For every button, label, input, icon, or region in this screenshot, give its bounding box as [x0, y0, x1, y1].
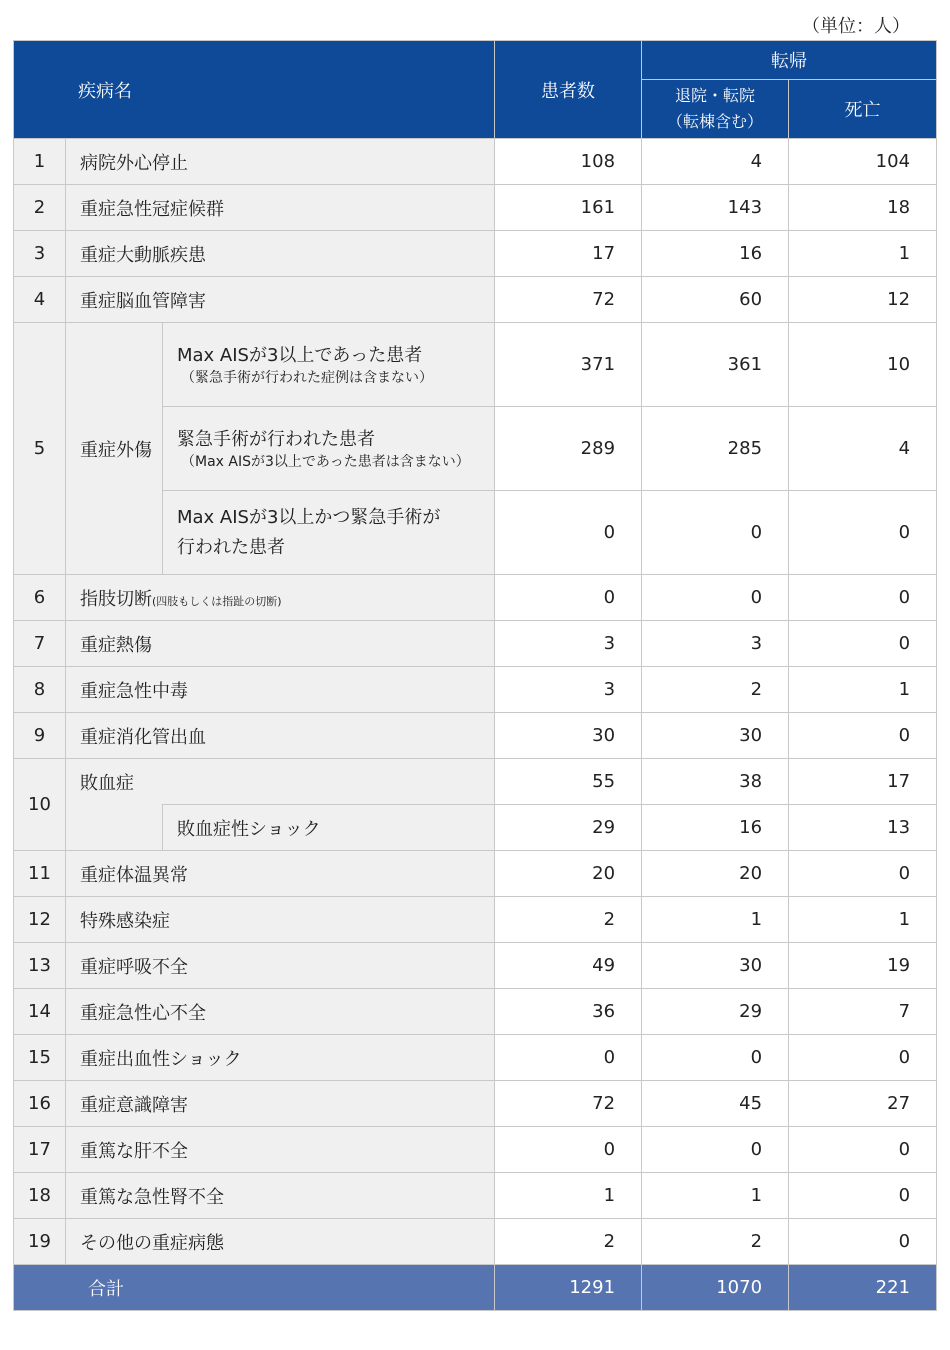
table-cell: 18	[14, 1173, 66, 1219]
table-cell: 5	[14, 323, 66, 575]
table-row	[14, 1219, 937, 1265]
table-row-sepsis	[14, 759, 937, 805]
table-cell: 0	[495, 1127, 642, 1173]
table-cell: 16	[642, 805, 789, 851]
table-cell: 特殊感染症	[66, 897, 495, 943]
table-cell: 0	[495, 1035, 642, 1081]
unit-label: （単位：人）	[802, 16, 910, 37]
table-cell: 4	[789, 407, 937, 491]
table-cell: 14	[14, 989, 66, 1035]
table-cell: 3	[495, 667, 642, 713]
table-cell: 9	[14, 713, 66, 759]
table-cell: 重症出血性ショック	[66, 1035, 495, 1081]
table-cell: 0	[789, 1173, 937, 1219]
table-cell: 30	[495, 713, 642, 759]
table-cell: 重症急性中毒	[66, 667, 495, 713]
table-cell: 12	[789, 277, 937, 323]
table-row	[14, 851, 937, 897]
table-cell: 72	[495, 277, 642, 323]
table-cell: 重症体温異常	[66, 851, 495, 897]
table-row	[14, 139, 937, 185]
header-disease: 疾病名	[14, 41, 495, 139]
table-row	[14, 667, 937, 713]
table-cell: 17	[495, 231, 642, 277]
table-cell: 11	[14, 851, 66, 897]
table-cell: 2	[495, 1219, 642, 1265]
table-cell: 0	[642, 491, 789, 575]
table-cell: 6	[14, 575, 66, 621]
table-cell: 重症急性心不全	[66, 989, 495, 1035]
table-cell: 0	[789, 1219, 937, 1265]
table-cell: 361	[642, 323, 789, 407]
table-row	[14, 575, 937, 621]
table-row	[14, 1035, 937, 1081]
table-cell: 1	[642, 1173, 789, 1219]
table-row	[14, 713, 937, 759]
table-cell: 0	[495, 491, 642, 575]
table-row	[14, 989, 937, 1035]
table-cell: 285	[642, 407, 789, 491]
table-cell: 1	[789, 231, 937, 277]
table-cell: 重篤な肝不全	[66, 1127, 495, 1173]
table-cell: 重篤な急性腎不全	[66, 1173, 495, 1219]
table-cell: 1	[14, 139, 66, 185]
table-cell: 143	[642, 185, 789, 231]
table-cell: 4	[642, 139, 789, 185]
table-cell: 重症呼吸不全	[66, 943, 495, 989]
table-cell: 371	[495, 323, 642, 407]
table-cell: 合計	[14, 1265, 495, 1311]
table-cell: 10	[789, 323, 937, 407]
table-cell: 緊急手術が行われた患者 （Max AISが3以上であった患者は含まない）	[163, 407, 495, 491]
table-cell: 19	[14, 1219, 66, 1265]
table-cell: 0	[642, 575, 789, 621]
table-cell: 7	[14, 621, 66, 667]
table-row	[14, 277, 937, 323]
table-cell: 16	[14, 1081, 66, 1127]
table-cell: Max AISが3以上かつ緊急手術が 行われた患者	[163, 491, 495, 575]
table-cell: 重症消化管出血	[66, 713, 495, 759]
table-cell: 30	[642, 943, 789, 989]
table-cell: 49	[495, 943, 642, 989]
table-row	[14, 1127, 937, 1173]
table-cell: 敗血症性ショック	[163, 805, 495, 851]
table-cell: 4	[14, 277, 66, 323]
table-cell: 2	[642, 1219, 789, 1265]
table-cell: 29	[495, 805, 642, 851]
table-cell: 1	[789, 667, 937, 713]
table-cell: 1	[495, 1173, 642, 1219]
table-cell: 0	[789, 1127, 937, 1173]
table-cell: 55	[495, 759, 642, 805]
table-cell: Max AISが3以上であった患者 （緊急手術が行われた症例は含まない）	[163, 323, 495, 407]
table-cell: 0	[789, 621, 937, 667]
table-row-sepsis-shock	[14, 805, 937, 851]
table-cell: 10	[14, 759, 66, 851]
table-cell: 1291	[495, 1265, 642, 1311]
table-row	[14, 1081, 937, 1127]
table-cell: 38	[642, 759, 789, 805]
table-cell: 36	[495, 989, 642, 1035]
table-cell: 2	[495, 897, 642, 943]
table-cell: 18	[789, 185, 937, 231]
table-cell: 重症外傷	[66, 323, 163, 575]
table-cell: 3	[495, 621, 642, 667]
table-cell: 敗血症	[66, 759, 495, 805]
table-cell: 161	[495, 185, 642, 231]
table-cell: 2	[642, 667, 789, 713]
table-cell: 0	[789, 491, 937, 575]
table-cell: 重症脳血管障害	[66, 277, 495, 323]
table-cell: 1070	[642, 1265, 789, 1311]
table-cell: 45	[642, 1081, 789, 1127]
table-cell: 13	[14, 943, 66, 989]
table-cell: 17	[789, 759, 937, 805]
table-cell: 1	[789, 897, 937, 943]
table-cell: 20	[495, 851, 642, 897]
table-cell: 重症急性冠症候群	[66, 185, 495, 231]
table-cell: 289	[495, 407, 642, 491]
table-cell: 221	[789, 1265, 937, 1311]
table-cell: 27	[789, 1081, 937, 1127]
table-cell: 17	[14, 1127, 66, 1173]
table-cell: 108	[495, 139, 642, 185]
table-cell: 0	[789, 575, 937, 621]
table-cell: 60	[642, 277, 789, 323]
table-cell: 2	[14, 185, 66, 231]
table-cell: 30	[642, 713, 789, 759]
table-cell: 3	[14, 231, 66, 277]
header-outcome: 転帰	[642, 41, 937, 80]
table-cell: 0	[495, 575, 642, 621]
table-cell: 指肢切断(四肢もしくは指趾の切断)	[66, 575, 495, 621]
table-cell: 29	[642, 989, 789, 1035]
header-patients: 患者数	[495, 41, 642, 139]
table-cell: 13	[789, 805, 937, 851]
table-cell: 重症大動脈疾患	[66, 231, 495, 277]
table-cell	[66, 805, 163, 851]
table-cell: 8	[14, 667, 66, 713]
table-cell: 0	[789, 713, 937, 759]
table-cell: 12	[14, 897, 66, 943]
table-row-trauma-ais	[14, 323, 937, 407]
table-cell: 20	[642, 851, 789, 897]
table-cell: 7	[789, 989, 937, 1035]
table-cell: 104	[789, 139, 937, 185]
table-row	[14, 231, 937, 277]
table-row	[14, 1173, 937, 1219]
table-cell: 0	[789, 1035, 937, 1081]
table-cell: 0	[789, 851, 937, 897]
total-row	[14, 1265, 937, 1311]
table-cell: 1	[642, 897, 789, 943]
table-cell: 病院外心停止	[66, 139, 495, 185]
table-row	[14, 185, 937, 231]
table-cell: 0	[642, 1127, 789, 1173]
patient-outcome-table	[13, 40, 937, 1311]
table-row	[14, 621, 937, 667]
table-cell: 重症意識障害	[66, 1081, 495, 1127]
table-cell: 19	[789, 943, 937, 989]
table-cell: その他の重症病態	[66, 1219, 495, 1265]
table-cell: 16	[642, 231, 789, 277]
header-death: 死亡	[789, 80, 937, 139]
table-cell: 重症熱傷	[66, 621, 495, 667]
table-cell: 0	[642, 1035, 789, 1081]
table-cell: 15	[14, 1035, 66, 1081]
header-discharge: 退院・転院 （転棟含む）	[642, 80, 789, 139]
table-cell: 72	[495, 1081, 642, 1127]
table-row	[14, 897, 937, 943]
table-cell: 3	[642, 621, 789, 667]
table-row	[14, 943, 937, 989]
